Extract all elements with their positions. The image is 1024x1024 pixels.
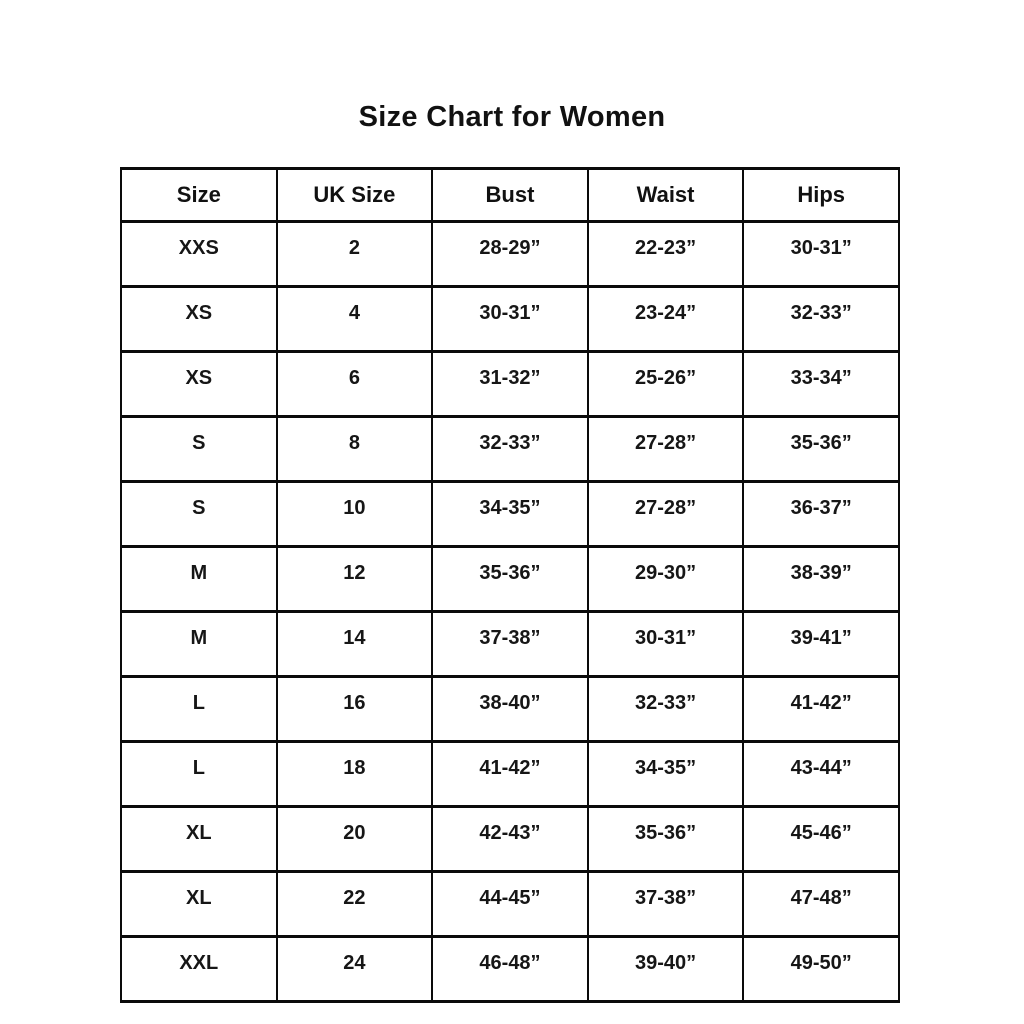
table-cell: M xyxy=(121,547,277,612)
table-cell: 34-35” xyxy=(588,742,744,807)
table-row xyxy=(121,677,899,742)
table-cell: 30-31” xyxy=(432,287,588,352)
table-cell: 35-36” xyxy=(588,807,744,872)
table-cell: 24 xyxy=(277,937,433,1002)
table-cell: 49-50” xyxy=(743,937,899,1002)
table-row xyxy=(121,287,899,352)
table-cell: 18 xyxy=(277,742,433,807)
table-cell: 2 xyxy=(277,222,433,287)
table-cell: 12 xyxy=(277,547,433,612)
table-cell: 43-44” xyxy=(743,742,899,807)
column-header-bust: Bust xyxy=(432,169,588,222)
table-cell: 30-31” xyxy=(588,612,744,677)
table-cell: 36-37” xyxy=(743,482,899,547)
table-cell: 37-38” xyxy=(432,612,588,677)
table-row xyxy=(121,937,899,1002)
table-cell: 41-42” xyxy=(432,742,588,807)
table-cell: 22 xyxy=(277,872,433,937)
header-row xyxy=(121,169,899,222)
table-cell: 44-45” xyxy=(432,872,588,937)
page-title: Size Chart for Women xyxy=(358,101,666,133)
table-cell: S xyxy=(121,417,277,482)
table-cell: XL xyxy=(121,872,277,937)
table-cell: 38-39” xyxy=(743,547,899,612)
size-chart-table xyxy=(120,167,900,1003)
table-cell: 42-43” xyxy=(432,807,588,872)
table-row xyxy=(121,807,899,872)
table-cell: 30-31” xyxy=(743,222,899,287)
table-cell: 29-30” xyxy=(588,547,744,612)
table-cell: 32-33” xyxy=(743,287,899,352)
table-cell: 10 xyxy=(277,482,433,547)
table-row xyxy=(121,742,899,807)
table-cell: 6 xyxy=(277,352,433,417)
table-cell: 27-28” xyxy=(588,482,744,547)
table-row xyxy=(121,872,899,937)
table-cell: 31-32” xyxy=(432,352,588,417)
table-cell: XS xyxy=(121,352,277,417)
table-cell: 35-36” xyxy=(432,547,588,612)
table-cell: 8 xyxy=(277,417,433,482)
table-cell: 39-41” xyxy=(743,612,899,677)
table-cell: XL xyxy=(121,807,277,872)
table-row xyxy=(121,482,899,547)
table-body xyxy=(121,222,899,1002)
column-header-size: Size xyxy=(121,169,277,222)
table-cell: 23-24” xyxy=(588,287,744,352)
table-cell: L xyxy=(121,677,277,742)
table-cell: M xyxy=(121,612,277,677)
table-cell: 33-34” xyxy=(743,352,899,417)
table-cell: 38-40” xyxy=(432,677,588,742)
table-cell: 16 xyxy=(277,677,433,742)
table-row xyxy=(121,547,899,612)
table-row xyxy=(121,417,899,482)
table-cell: 25-26” xyxy=(588,352,744,417)
table-row xyxy=(121,352,899,417)
table-cell: 22-23” xyxy=(588,222,744,287)
table-cell: XXL xyxy=(121,937,277,1002)
table-cell: L xyxy=(121,742,277,807)
table-cell: 14 xyxy=(277,612,433,677)
table-cell: 45-46” xyxy=(743,807,899,872)
table-row xyxy=(121,222,899,287)
table-cell: XS xyxy=(121,287,277,352)
table-cell: 20 xyxy=(277,807,433,872)
table-cell: XXS xyxy=(121,222,277,287)
table-cell: 28-29” xyxy=(432,222,588,287)
table-cell: 34-35” xyxy=(432,482,588,547)
table-cell: 39-40” xyxy=(588,937,744,1002)
table-cell: 35-36” xyxy=(743,417,899,482)
table-cell: 4 xyxy=(277,287,433,352)
table-cell: S xyxy=(121,482,277,547)
column-header-waist: Waist xyxy=(588,169,744,222)
table-header xyxy=(121,169,899,222)
table-cell: 32-33” xyxy=(432,417,588,482)
table-cell: 32-33” xyxy=(588,677,744,742)
table-cell: 27-28” xyxy=(588,417,744,482)
table-cell: 41-42” xyxy=(743,677,899,742)
table-cell: 37-38” xyxy=(588,872,744,937)
column-header-uk-size: UK Size xyxy=(277,169,433,222)
column-header-hips: Hips xyxy=(743,169,899,222)
table-row xyxy=(121,612,899,677)
table-cell: 46-48” xyxy=(432,937,588,1002)
table-cell: 47-48” xyxy=(743,872,899,937)
